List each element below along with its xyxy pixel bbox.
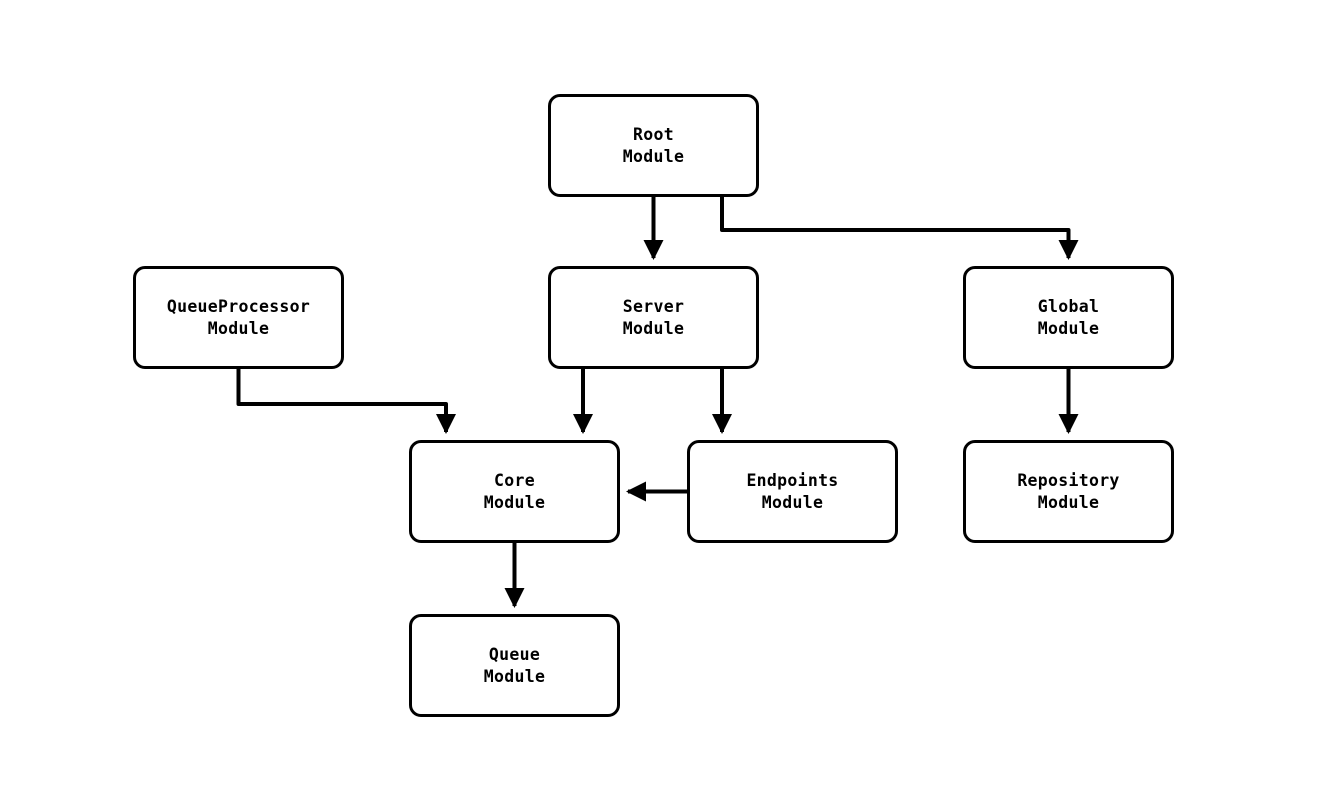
node-label-line1: Global xyxy=(1037,296,1100,316)
node-label-line2: Module xyxy=(483,666,546,686)
node-root-module[interactable] xyxy=(548,94,759,197)
node-label-line2: Module xyxy=(207,318,270,338)
edge-queueprocessor-to-core xyxy=(239,369,447,432)
node-label-line1: Endpoints xyxy=(746,470,839,490)
node-label-line1: Repository xyxy=(1017,470,1120,490)
node-endpoints-module[interactable] xyxy=(687,440,898,543)
node-repository-module[interactable] xyxy=(963,440,1174,543)
node-label-line2: Module xyxy=(622,318,685,338)
node-label-line1: Core xyxy=(494,470,535,490)
node-queueprocessor-module[interactable] xyxy=(133,266,344,369)
edge-root-to-global xyxy=(722,197,1069,258)
node-label-line1: Server xyxy=(622,296,685,316)
node-label-line2: Module xyxy=(1037,318,1100,338)
node-label-line1: Queue xyxy=(488,644,541,664)
node-label-line1: QueueProcessor xyxy=(166,296,311,316)
node-server-module[interactable] xyxy=(548,266,759,369)
node-queue-module[interactable] xyxy=(409,614,620,717)
node-core-module[interactable] xyxy=(409,440,620,543)
node-label-line2: Module xyxy=(761,492,824,512)
node-label-line1: Root xyxy=(633,124,674,144)
node-label-line2: Module xyxy=(483,492,546,512)
node-label-line2: Module xyxy=(622,146,685,166)
node-label-line2: Module xyxy=(1037,492,1100,512)
node-global-module[interactable] xyxy=(963,266,1174,369)
